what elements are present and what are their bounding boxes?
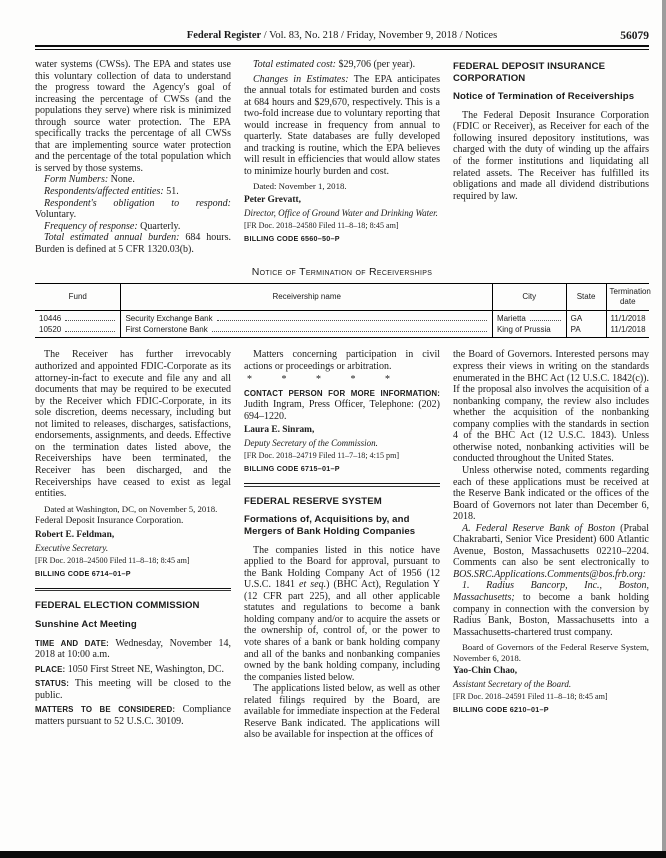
state-cell: GA (566, 310, 606, 323)
epa-obligation-value: Voluntary. (35, 209, 77, 221)
fec-matters-label: MATTERS TO BE CONSIDERED: (35, 705, 176, 715)
asterisk-separator: * * * * * (247, 373, 390, 385)
epa-form-numbers-value: None. (108, 174, 135, 186)
column-header-receivership-name: Receivership name (121, 284, 492, 311)
receiverships-table-section (35, 266, 649, 338)
frs-agency-heading: FEDERAL RESERVE SYSTEM (244, 495, 382, 507)
frs-paragraph-1-text: The companies listed in this notice have applied to the Board for approval, pursuant to the Bank Holding Company Act of 1956 (12 U.S.C. 1841 (244, 544, 440, 591)
bottom-column-3 (453, 349, 649, 740)
fdic-signer-name: Robert E. Feldman, (35, 529, 115, 540)
fdic-intro-paragraph: The Federal Deposit Insurance Corporation (FDIC or Receiver), as Receiver for each of the following insured depository institutions, was charged with the duty of winding up the affairs of the former institutions and liquidating all related assets. The Receiver has fulfilled its obligations and made all dividend distributions required by law. (453, 109, 649, 202)
epa-cost (244, 59, 440, 71)
frs-doc-title: Formations of, Acquisitions by, and Mergers of Bank Holding Companies (244, 514, 416, 537)
epa-form-numbers (35, 174, 231, 186)
epa-continuation-paragraph: water systems (CWSs). The EPA and states use this voluntary collection of data to understand the progress toward the Agency's goal of increasing the percentage of CWSs (and the populations they serve) where risk is minimized through source water protection. The EPA specifically tracks the percentage of all CWSs that are implementing source water protection and the percentage of the total population which is served by those systems. (35, 59, 231, 174)
page-header (35, 30, 649, 42)
receivership-name-cell: First Cornerstone Bank (125, 324, 208, 334)
frs-et-seq: et seq. (299, 579, 327, 591)
table-header-row (35, 284, 649, 311)
fec-status-value: This meeting will be closed to the public. (35, 678, 231, 701)
fdic-org-line: Federal Deposit Insurance Corporation. (35, 516, 184, 526)
epa-burden (35, 232, 231, 255)
header-rule (35, 45, 649, 50)
bottom-column-2 (244, 349, 440, 740)
frs-board-line: Board of Governors of the Federal Reserve System, November 6, 2018. (453, 642, 649, 663)
table-row (35, 324, 649, 338)
journal-title: Federal Register (186, 30, 262, 41)
table-row (35, 310, 649, 323)
frs-radius-details: to become a bank holding company in connection with the conversion by Radius Bank, Boston, Massachusetts into a Massachusetts-chartered trust company. (453, 591, 649, 638)
epa-obligation-label: Respondent's obligation to respond: (44, 197, 231, 209)
epa-billing-code: BILLING CODE 6560–50–P (244, 233, 340, 243)
page-content (35, 30, 649, 741)
dot-leader (65, 320, 115, 321)
frs-billing-code: BILLING CODE 6210–01–P (453, 704, 549, 714)
epa-cost-label: Total estimated cost: (253, 59, 336, 70)
fdic-post-table-paragraph: The Receiver has further irrevocably authorized and appointed FDIC-Corporate as its attorney-in-fact to execute and file any and all documents that may be required to be executed by the Receiver which FDIC-Corporate, in its sole discretion, deems necessary, including but not limited to releases, discharges, satisfactions, endorsements, assignments, and deeds. Effective on the termination dates listed above, the Receiverships have been terminated, the Receiver has been discharged, and the Receiverships have ceased to exist as legal entities. (35, 349, 231, 500)
fec-fr-doc-line: [FR Doc. 2018–24719 Filed 11–7–18; 4:15 pm] (244, 451, 400, 461)
fec-place (35, 664, 231, 676)
termination-date-cell: 11/1/2018 (606, 324, 649, 338)
epa-changes (244, 74, 440, 178)
scan-edge-right (662, 0, 666, 858)
fec-signer-title: Deputy Secretary of the Commission. (244, 438, 378, 449)
epa-obligation (35, 198, 231, 221)
column-header-termination-date: Termination date (606, 284, 649, 311)
dot-leader (217, 320, 487, 321)
epa-respondents (35, 186, 231, 198)
epa-form-numbers-label: Form Numbers: (44, 174, 109, 186)
fec-billing-code: BILLING CODE 6715–01–P (244, 464, 340, 474)
frs-fr-doc-line: [FR Doc. 2018–24591 Filed 11–8–18; 8:45 am] (453, 692, 608, 702)
frs-boston-email: BOS.SRC.Applications.Comments@bos.frb.org: (453, 568, 646, 580)
fec-matters-continued: Matters concerning participation in civil actions or proceedings or arbitration. (244, 349, 440, 373)
fec-time-and-date-label: TIME AND DATE: (35, 638, 109, 648)
column-header-city: City (492, 284, 566, 311)
epa-frequency-label: Frequency of response: (44, 220, 138, 232)
bottom-columns (35, 349, 649, 740)
frs-signer-name: Yao-Chin Chao, (453, 665, 518, 676)
epa-cost-value: $29,706 (per year). (335, 59, 416, 70)
fdic-notice-title: Notice of Termination of Receiverships (453, 91, 635, 103)
frs-boston-paragraph (453, 523, 649, 581)
fec-status (35, 678, 231, 701)
fec-contact (244, 388, 440, 423)
receiverships-table-caption: Notice of Termination of Receiverships (251, 266, 433, 279)
fec-contact-value: Judith Ingram, Press Officer, Telephone: (202) 694–1220. (244, 399, 440, 422)
epa-burden-value: 684 hours. Burden is defined at 5 CFR 1320.03(b). (35, 232, 231, 255)
scan-edge-bottom (0, 851, 666, 858)
fec-doc-title: Sunshine Act Meeting (35, 618, 137, 630)
termination-date-cell: 11/1/2018 (606, 310, 649, 323)
frs-signer-title: Assistant Secretary of the Board. (453, 678, 572, 689)
journal-issue-line: / Vol. 83, No. 218 / Friday, November 9, 2018 / Notices (263, 30, 498, 41)
dot-leader (65, 331, 115, 332)
epa-signer-name: Peter Grevatt, (244, 194, 301, 205)
fdic-fr-doc-line: [FR Doc. 2018–24500 Filed 11–8–18; 8:45 am] (35, 556, 190, 565)
fec-place-label: PLACE: (35, 664, 66, 674)
frs-paragraph-1 (244, 545, 440, 684)
top-column-3 (453, 59, 649, 255)
page-number: 56079 (620, 30, 649, 42)
top-column-2 (244, 59, 440, 255)
frs-paragraph-2: The applications listed below, as well as other related filings required by the Board, are available for immediate inspection at the Federal Reserve Bank indicated. The applications will also be available for inspection at the offices of (244, 683, 440, 741)
dot-leader (212, 331, 487, 332)
fec-time-and-date-value: Wednesday, November 14, 2018 at 10:00 a.m. (35, 637, 231, 661)
fdic-dated-line: Dated at Washington, DC, on November 5, 2018. (44, 503, 218, 514)
fdic-signer-title: Executive Secretary. (35, 542, 109, 553)
epa-frequency (35, 221, 231, 233)
fec-matters (35, 704, 231, 727)
epa-respondents-value: 51. (163, 186, 179, 198)
epa-changes-value: The EPA anticipates the annual totals for estimated burden and costs at 684 hours and $29,670, respectively. This is a two-fold increase due to voluntary reporting that would increase in frequency from annual to quarterly. State databases are fully developed and tracking is routine, which the EPA believes will result in efficiencies that would allow states to minimize hourly burden and cost. (244, 73, 440, 177)
state-cell: PA (566, 324, 606, 338)
fec-matters-value: Compliance matters pursuant to 52 U.S.C. 30109. (35, 704, 231, 727)
fdic-agency-heading: FEDERAL DEPOSIT INSURANCE CORPORATION (453, 61, 606, 84)
column-header-state: State (566, 284, 606, 311)
fec-contact-label: CONTACT PERSON FOR MORE INFORMATION: (244, 388, 440, 398)
epa-respondents-label: Respondents/affected entities: (44, 186, 164, 198)
frs-boston-details: (Prabal Chakrabarti, Senior Vice President) 600 Atlantic Avenue, Boston, Massachusetts 02210–2204. Comments can also be sent electronically to (453, 522, 649, 569)
epa-fr-doc-line: [FR Doc. 2018–24580 Filed 11–8–18; 8:45 am] (244, 221, 399, 231)
frs-paragraph-3: Unless otherwise noted, comments regarding each of these applications must be received at the Reserve Bank indicated or the offices of the Board of Governors not later than December 6, 2018. (453, 464, 649, 523)
fec-place-value: 1050 First Street NE, Washington, DC. (65, 663, 225, 675)
epa-dated-line: Dated: November 1, 2018. (253, 181, 347, 192)
frs-radius-paragraph (453, 580, 649, 638)
receiverships-table (35, 283, 649, 338)
column-header-fund: Fund (68, 292, 87, 302)
fund-cell: 10520 (39, 324, 62, 334)
city-cell: King of Prussia (496, 324, 551, 334)
top-columns (35, 59, 649, 255)
fund-cell: 10446 (39, 313, 62, 323)
bottom-column-1 (35, 349, 231, 740)
section-divider (35, 588, 231, 592)
fec-agency-heading: FEDERAL ELECTION COMMISSION (35, 600, 200, 612)
receivership-name-cell: Security Exchange Bank (125, 313, 213, 323)
fec-signer-name: Laura E. Sinram, (244, 425, 315, 436)
dot-leader (530, 320, 561, 321)
city-cell: Marietta (496, 313, 526, 323)
section-divider (244, 483, 440, 487)
epa-signer-title: Director, Office of Ground Water and Drinking Water. (244, 207, 438, 218)
epa-frequency-value: Quarterly. (137, 220, 181, 232)
epa-burden-label: Total estimated annual burden: (44, 232, 180, 244)
frs-boston-bank-name: A. Federal Reserve Bank of Boston (462, 522, 616, 534)
frs-paragraph-2-continued: the Board of Governors. Interested persons may express their views in writing on the standards enumerated in the BHC Act (12 U.S.C. 1842(c)). If the proposal also involves the acquisition of a nonbanking company, the review also includes whether the acquisition of the nonbanking company complies with the standards in section 4 of the BHC Act (12 U.S.C. 1843). Unless otherwise noted, nonbanking activities will be conducted throughout the United States. (453, 349, 649, 465)
frs-radius-name: 1. Radius Bancorp, Inc., Boston, Massachusetts; (453, 580, 649, 603)
top-column-1 (35, 59, 231, 255)
fdic-billing-code: BILLING CODE 6714–01–P (35, 568, 131, 578)
epa-changes-label: Changes in Estimates: (253, 73, 349, 85)
fec-status-label: STATUS: (35, 679, 70, 689)
frs-paragraph-1-rest: ) (BHC Act), Regulation Y (12 CFR part 225), and all other applicable statutes and regulations to become a bank holding company and/or to acquire the assets or the ownership of, control of, or the power to vote shares of a bank or bank holding company and all of the banks and nonbanking companies owned by the bank holding company, including the companies listed below. (244, 579, 440, 683)
fec-time-and-date (35, 638, 231, 661)
